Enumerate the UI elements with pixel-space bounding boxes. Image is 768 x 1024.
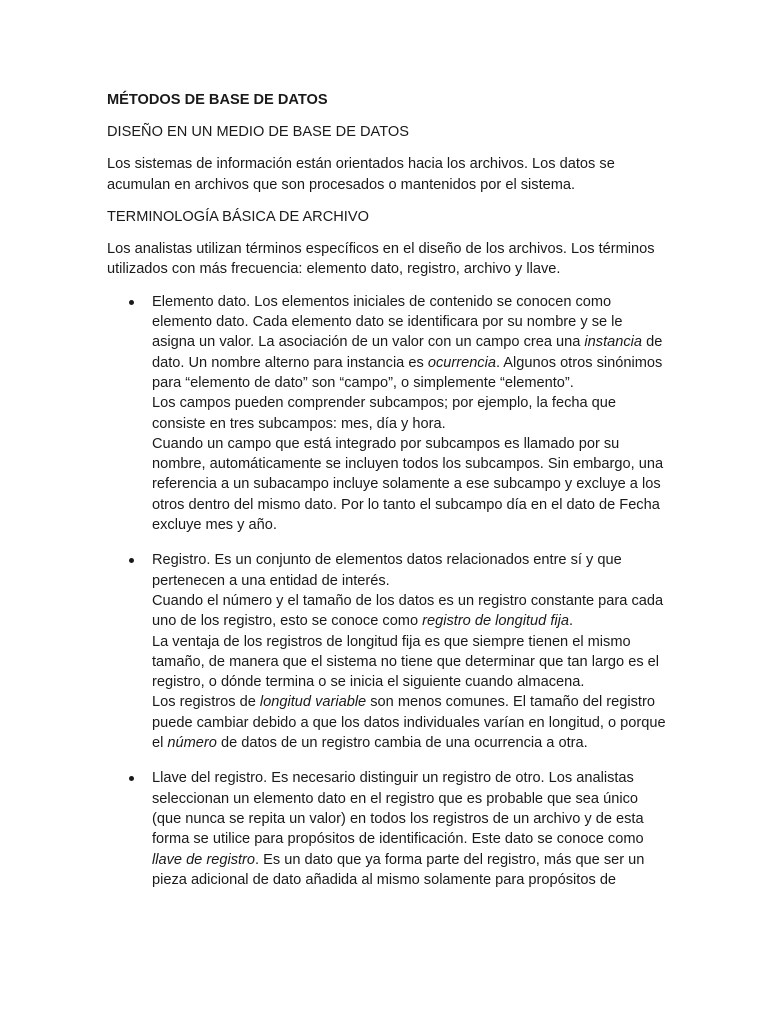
- list-item-paragraph: Cuando un campo que está integrado por subcampos es llamado por su nombre, automáticamente se incluyen todos los subcampos. Sin embargo, una referencia a un subacampo incluye solamente a ese subcampo y excluye a los otros dentro del mismo dato. Por lo tanto el subcampo día en el dato de Fecha excluye mes y año.: [152, 435, 664, 534]
- italic-term: llave de registro: [152, 851, 256, 868]
- list-item-registro: [107, 550, 667, 753]
- list-item-llave: [107, 768, 667, 890]
- list-item-elemento-dato: [107, 292, 667, 536]
- document-title: MÉTODOS DE BASE DE DATOS: [107, 92, 328, 108]
- text-run: .: [568, 613, 574, 630]
- text-run: Llave del registro. Es necesario distinguir un registro de otro. Los analistas seleccionan un elemento dato en el registro que es probable que sea único (que nunca se repita un valor) en todos los registros de un archivo y de esta forma se utilice para propósitos de identificación. Este dato se conoce como: [152, 770, 644, 848]
- text-run: . Algunos otros sinónimos para “elemento de dato” son “campo”, o simplemente “elemento”.: [152, 354, 663, 391]
- paragraph-sistemas: Los sistemas de información están orientados hacia los archivos. Los datos se acumulan en archivos que son procesados o mantenidos por el sistema.: [107, 156, 615, 193]
- bullet-icon: [129, 300, 134, 305]
- list-item-paragraph: [152, 292, 667, 393]
- text-run: de dato. Un nombre alterno para instancia es: [152, 334, 663, 371]
- document-page: [107, 90, 667, 905]
- list-item-paragraph: [152, 768, 667, 890]
- list-item-paragraph: La ventaja de los registros de longitud fija es que siempre tienen el mismo tamaño, de manera que el sistema no tiene que determinar que tan largo es el registro, o dónde termina o se inicia el siguiente cuando almacena.: [152, 633, 660, 691]
- text-run: Elemento dato. Los elementos iniciales de contenido se conocen como elemento dato. Cada elemento dato se identificara por su nombre y se le asigna un valor. La asociación de un valor con un campo crea una: [152, 293, 623, 351]
- text-run: Los registros de: [152, 694, 260, 711]
- italic-term: longitud variable: [259, 694, 367, 711]
- text-run: son menos comunes. El tamaño del registro puede cambiar debido a que los datos individuales varían en longitud, o porque el: [152, 694, 666, 752]
- italic-term: ocurrencia: [427, 354, 496, 371]
- text-run: . Es un dato que ya forma parte del registro, más que ser un pieza adicional de dato añadida al mismo solamente para propósitos de: [152, 851, 645, 888]
- list-item-paragraph: Registro. Es un conjunto de elementos datos relacionados entre sí y que pertenecen a una entidad de interés.: [152, 552, 622, 589]
- text-run: Cuando el número y el tamaño de los datos es un registro constante para cada uno de los registro, esto se conoce como: [152, 592, 664, 630]
- list-item-paragraph: [152, 692, 667, 753]
- section-heading-diseno: DISEÑO EN UN MEDIO DE BASE DE DATOS: [107, 124, 409, 140]
- italic-term: registro de longitud fija: [422, 613, 569, 630]
- section-heading-terminologia: TERMINOLOGÍA BÁSICA DE ARCHIVO: [107, 208, 369, 225]
- text-run: de datos de un registro cambia de una ocurrencia a otra.: [216, 735, 588, 752]
- list-item-paragraph: Los campos pueden comprender subcampos; por ejemplo, la fecha que consiste en tres subcampos: mes, día y hora.: [152, 395, 617, 432]
- terminology-list: [107, 292, 667, 890]
- italic-term: instancia: [584, 334, 643, 351]
- list-item-paragraph: [152, 591, 667, 632]
- bullet-icon: [129, 558, 134, 563]
- italic-term: número: [167, 735, 217, 752]
- paragraph-analistas: Los analistas utilizan términos específicos en el diseño de los archivos. Los términos utilizados con más frecuencia: elemento dato, registro, archivo y llave.: [107, 241, 655, 278]
- bullet-icon: [129, 776, 134, 781]
